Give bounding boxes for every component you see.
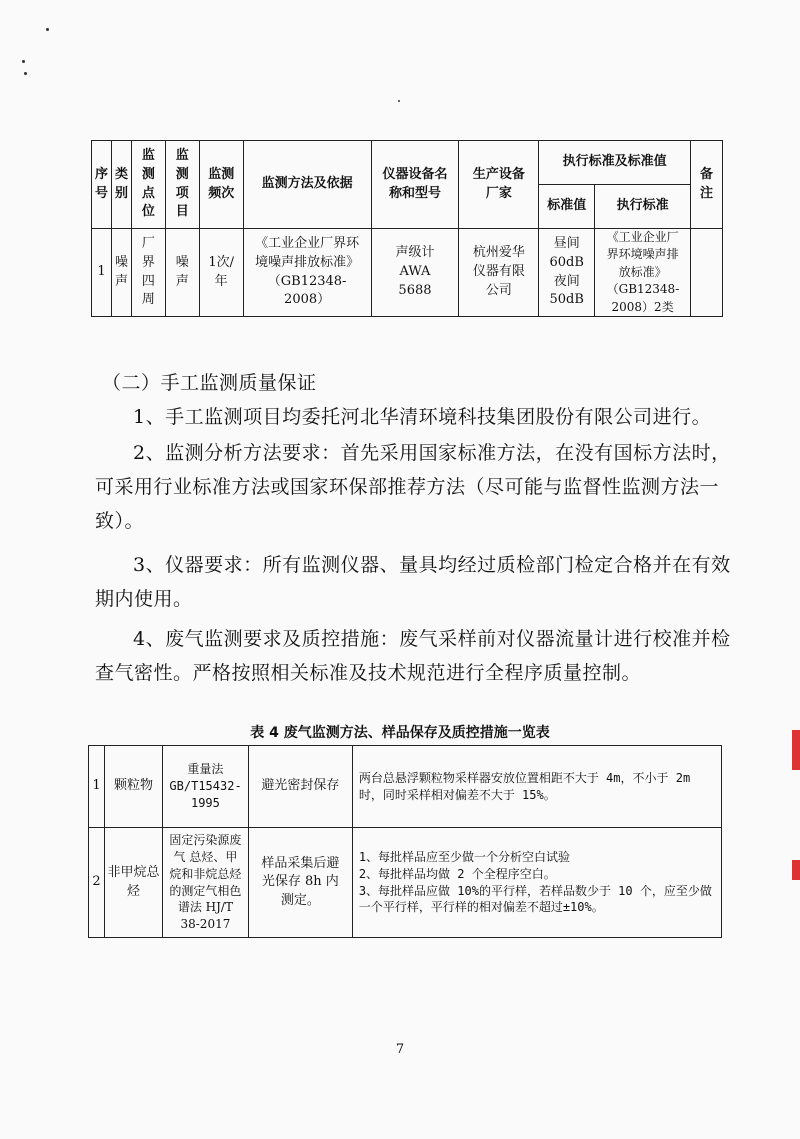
table-row xyxy=(92,229,723,317)
header-method: 监测方法及依据 xyxy=(243,141,371,229)
cell-seq: 1 xyxy=(89,746,105,828)
cell-freq: 1次/年 xyxy=(199,229,243,317)
cell-manufacturer: 杭州爱华仪器有限公司 xyxy=(459,229,539,317)
cell-seq: 1 xyxy=(92,229,112,317)
cell-point: 厂界四周 xyxy=(131,229,165,317)
paragraph-4: 4、废气监测要求及质控措施：废气采样前对仪器流量计进行校准并检查气密性。严格按照相关标准及技术规范进行全程序质量控制。 xyxy=(95,628,731,685)
cell-item: 噪声 xyxy=(165,229,199,317)
paragraph-3: 3、仪器要求：所有监测仪器、量具均经过质检部门检定合格并在有效期内使用。 xyxy=(95,554,731,611)
cell-method: 《工业企业厂界环境噪声排放标准》（GB12348-2008） xyxy=(243,229,371,317)
scan-speck xyxy=(22,60,25,63)
header-freq: 监测频次 xyxy=(199,141,243,229)
table-row xyxy=(89,746,722,828)
scan-speck xyxy=(46,28,49,31)
header-point: 监测点位 xyxy=(131,141,165,229)
cell-remark xyxy=(691,229,723,317)
paragraph-1: 1、手工监测项目均委托河北华清环境科技集团股份有限公司进行。 xyxy=(133,406,712,428)
header-instrument: 仪器设备名称和型号 xyxy=(371,141,459,229)
cell-standard-exec: 《工业企业厂界环境噪声排放标准》（GB12348-2008）2类 xyxy=(595,229,691,317)
cell-seq: 2 xyxy=(89,828,105,938)
cell-item: 非甲烷总烃 xyxy=(104,828,162,938)
section-title: （二）手工监测质量保证 xyxy=(102,372,317,394)
cell-storage: 避光密封保存 xyxy=(248,746,352,828)
cell-item: 颗粒物 xyxy=(104,746,162,828)
exhaust-gas-qc-table xyxy=(88,745,722,938)
cell-qc: 1、每批样品应至少做一个分析空白试验 2、每批样品均做 2 个全程序空白。 3、每批样品应做 10%的平行样，若样品数少于 10 个，应至少做一个平行样，平行样的相对偏差不超过±10%。 xyxy=(352,828,721,938)
header-manufacturer: 生产设备厂家 xyxy=(459,141,539,229)
header-item: 监测项目 xyxy=(165,141,199,229)
header-standard-group: 执行标准及标准值 xyxy=(539,141,691,185)
cell-method: 重量法 GB/T15432-1995 xyxy=(162,746,248,828)
cell-storage: 样品采集后避光保存 8h 内测定。 xyxy=(248,828,352,938)
header-remark: 备注 xyxy=(691,141,723,229)
cell-instrument: 声级计 AWA 5688 xyxy=(371,229,459,317)
table-row xyxy=(89,828,722,938)
header-standard-exec: 执行标准 xyxy=(595,185,691,229)
scan-speck xyxy=(24,72,27,75)
noise-monitoring-table xyxy=(91,140,723,317)
header-seq: 序号 xyxy=(92,141,112,229)
cell-method: 固定污染源废气 总烃、甲烷和非烷总烃的测定气相色谱法 HJ/T 38-2017 xyxy=(162,828,248,938)
header-standard-value: 标准值 xyxy=(539,185,595,229)
scan-speck xyxy=(398,100,400,102)
red-edge-mark xyxy=(792,860,800,880)
header-category: 类别 xyxy=(111,141,131,229)
cell-qc: 两台总悬浮颗粒物采样器安放位置相距不大于 4m，不小于 2m 时，同时采样相对偏差不大于 15%。 xyxy=(352,746,721,828)
cell-standard-value: 昼间60dB夜间50dB xyxy=(539,229,595,317)
table-caption: 表 4 废气监测方法、样品保存及质控措施一览表 xyxy=(250,725,550,741)
page-number: 7 xyxy=(395,1042,405,1057)
paragraph-2: 2、监测分析方法要求：首先采用国家标准方法，在没有国标方法时，可采用行业标准方法或国家环保部推荐方法（尽可能与监督性监测方法一致）。 xyxy=(95,442,731,533)
cell-category: 噪声 xyxy=(111,229,131,317)
